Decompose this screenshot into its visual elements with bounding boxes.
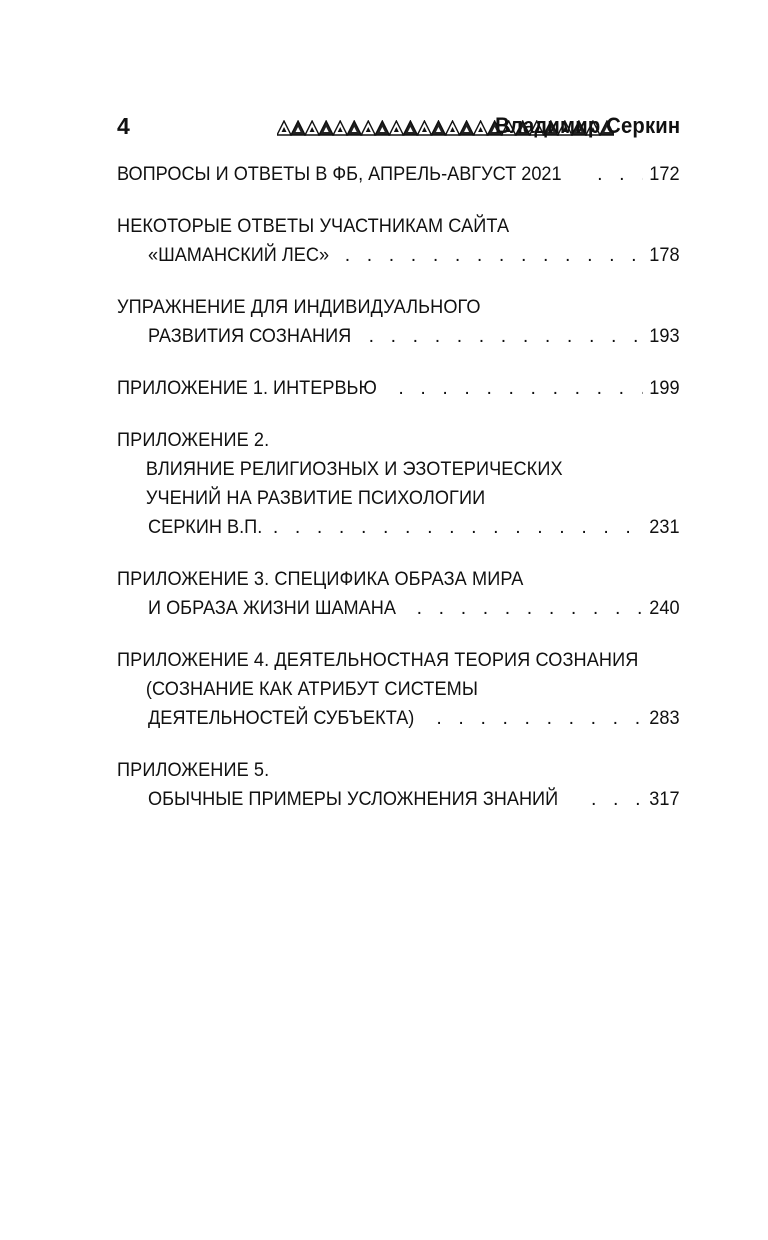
- toc-entry-title-line: УПРАЖНЕНИЕ ДЛЯ ИНДИВИДУАЛЬНОГО: [117, 296, 481, 318]
- toc-entry-title: «ШАМАНСКИЙ ЛЕС»: [148, 244, 330, 266]
- toc-entry-title: СЕРКИН В.П.: [148, 516, 263, 538]
- dot-leader: [398, 374, 643, 403]
- toc-entry: [117, 293, 680, 351]
- toc-entry-title-line: НЕКОТОРЫЕ ОТВЕТЫ УЧАСТНИКАМ САЙТА: [117, 215, 510, 237]
- toc-entry: [117, 160, 680, 189]
- toc-entry-last-line: [117, 594, 680, 623]
- dot-leader: [345, 241, 644, 270]
- toc-entry-title: ДЕЯТЕЛЬНОСТЕЙ СУБЪЕКТА): [148, 707, 415, 729]
- toc-entry-title-line: ПРИЛОЖЕНИЕ 4. ДЕЯТЕЛЬНОСТНАЯ ТЕОРИЯ СОЗНАНИЯ: [117, 649, 639, 671]
- toc-page-number: 199: [649, 377, 680, 399]
- toc-entry-last-line: [117, 704, 680, 733]
- toc-entry-title: ОБЫЧНЫЕ ПРИМЕРЫ УСЛОЖНЕНИЯ ЗНАНИЙ: [148, 788, 559, 810]
- toc-entry-title: ВОПРОСЫ И ОТВЕТЫ В ФБ, АПРЕЛЬ-АВГУСТ 2021: [117, 163, 562, 185]
- toc-entry: [117, 646, 680, 733]
- toc-entry: [117, 756, 680, 814]
- running-header: [117, 112, 680, 140]
- toc-entry-title-line: (СОЗНАНИЕ КАК АТРИБУТ СИСТЕМЫ: [145, 678, 479, 700]
- toc-entry-last-line: [117, 241, 680, 270]
- toc-entry-title: ПРИЛОЖЕНИЕ 1. ИНТЕРВЬЮ: [117, 377, 377, 399]
- toc-entry-last-line: [117, 785, 680, 814]
- toc-entry: [117, 565, 680, 623]
- toc-entry: [117, 212, 680, 270]
- dot-leader: [436, 704, 643, 733]
- toc-entry: [117, 426, 680, 542]
- toc-page-number: 178: [649, 244, 680, 266]
- toc-entry-title-line: ПРИЛОЖЕНИЕ 2.: [117, 429, 270, 451]
- toc-entry-last-line: [117, 374, 680, 403]
- toc-entry-last-line: [117, 160, 680, 189]
- dot-leader: [369, 322, 644, 351]
- toc-page-number: 240: [649, 597, 680, 619]
- toc-entry-title-line: ПРИЛОЖЕНИЕ 5.: [117, 759, 270, 781]
- dot-leader: [597, 160, 643, 189]
- toc-entry-last-line: [117, 513, 680, 542]
- toc-page-number: 231: [649, 516, 680, 538]
- toc-entry-title-line: УЧЕНИЙ НА РАЗВИТИЕ ПСИХОЛОГИИ: [145, 487, 486, 509]
- toc-entry-title: И ОБРАЗА ЖИЗНИ ШАМАНА: [148, 597, 396, 619]
- dot-leader: [273, 513, 644, 542]
- toc-entry-title-line: ВЛИЯНИЕ РЕЛИГИОЗНЫХ И ЭЗОТЕРИЧЕСКИХ: [145, 458, 563, 480]
- dot-leader: [417, 594, 644, 623]
- table-of-contents: [117, 160, 680, 837]
- toc-page-number: 283: [649, 707, 680, 729]
- dot-leader: [591, 785, 643, 814]
- toc-entry-title-line: ПРИЛОЖЕНИЕ 3. СПЕЦИФИКА ОБРАЗА МИРА: [117, 568, 524, 590]
- toc-entry-last-line: [117, 322, 680, 351]
- toc-page-number: 172: [649, 163, 680, 185]
- author-name: Владимир Серкин: [494, 113, 680, 138]
- toc-entry-title: РАЗВИТИЯ СОЗНАНИЯ: [148, 325, 352, 347]
- toc-entry: [117, 374, 680, 403]
- page-number: 4: [117, 113, 130, 139]
- toc-page-number: 317: [649, 788, 680, 810]
- toc-page-number: 193: [649, 325, 680, 347]
